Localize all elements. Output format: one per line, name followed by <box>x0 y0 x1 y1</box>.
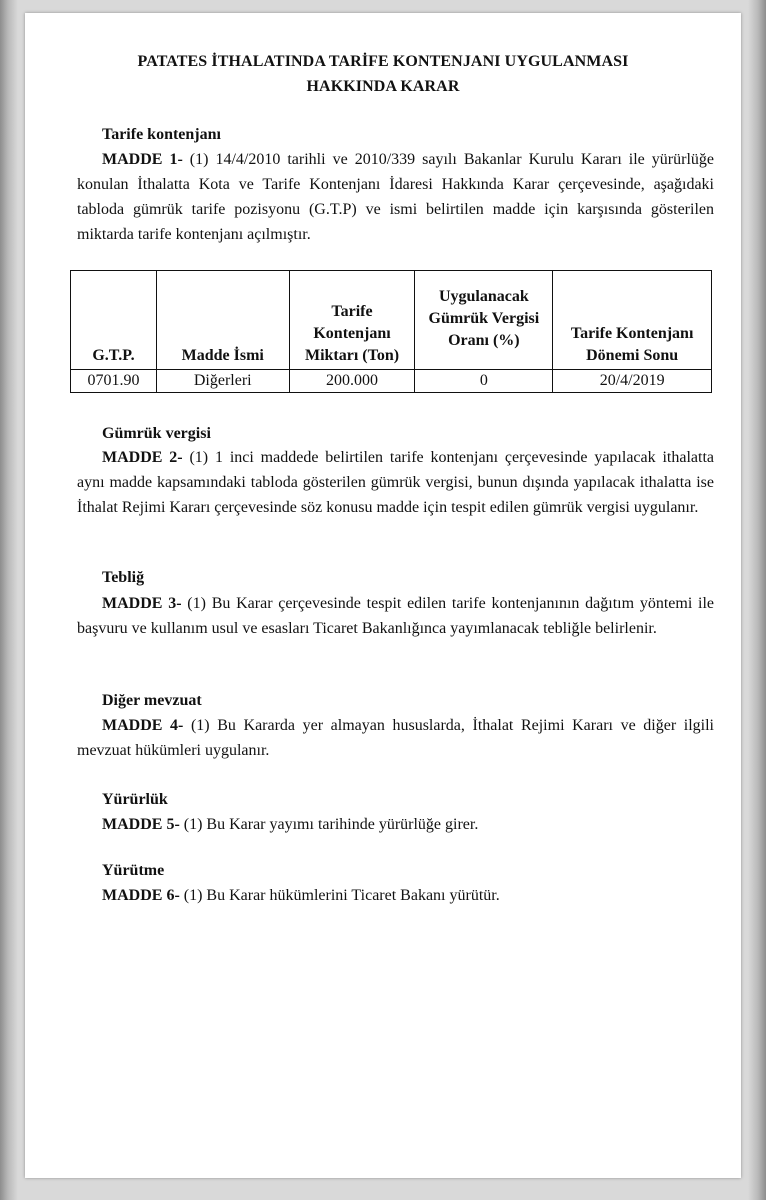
title-line-1: PATATES İTHALATINDA TARİFE KONTENJANI UYGULANMASI <box>137 53 629 70</box>
table-header-madde-ismi: Madde İsmi <box>156 271 289 370</box>
section-heading-gumruk-vergisi: Gümrük vergisi <box>102 425 211 442</box>
article-2 <box>77 445 714 520</box>
table-cell-madde-ismi: Diğerleri <box>156 370 289 393</box>
section-heading-diger-mevzuat: Diğer mevzuat <box>102 692 202 709</box>
table-row <box>71 370 712 393</box>
article-text: (1) Bu Karar çerçevesinde tespit edilen tarife kontenjanının dağıtım yöntemi ile başvuru ve kullanım usul ve esasları Ticaret Bakanlığınca yayımlanacak tebliğle belirlenir. <box>77 595 715 637</box>
title-line-2: HAKKINDA KARAR <box>306 78 460 95</box>
section-heading-tarife-kontenjani: Tarife kontenjanı <box>102 126 221 143</box>
document-page <box>25 13 741 1178</box>
table-cell-vergi-orani: 0 <box>415 370 553 393</box>
article-number: MADDE 1- <box>102 151 183 168</box>
article-4 <box>77 713 714 763</box>
article-text: (1) Bu Karar hükümlerini Ticaret Bakanı yürütür. <box>179 887 500 904</box>
table-cell-donem-sonu: 20/4/2019 <box>553 370 712 393</box>
article-number: MADDE 6- <box>102 887 180 904</box>
table-header-gtp: G.T.P. <box>71 271 157 370</box>
section-heading-yururluk: Yürürlük <box>102 791 168 808</box>
article-number: MADDE 3- <box>102 595 182 612</box>
article-3 <box>77 591 714 641</box>
article-text: (1) 1 inci maddede belirtilen tarife kontenjanı çerçevesinde yapılacak ithalatta aynı madde kapsamındaki tabloda gösterilen gümrük vergisi, bunun dışında yapılacak ithalatta ise İthalat Rejimi Kararı çerçevesinde söz konusu madde için tespit edilen gümrük vergisi uygulanır. <box>77 449 715 516</box>
table-header-row <box>71 271 712 370</box>
tariff-quota-table <box>70 270 712 393</box>
article-text: (1) Bu Kararda yer almayan hususlarda, İthalat Rejimi Kararı ve diğer ilgili mevzuat hükümleri uygulanır. <box>77 717 714 759</box>
article-6 <box>77 883 714 908</box>
article-number: MADDE 4- <box>102 717 184 734</box>
table-header-miktar: Tarife Kontenjanı Miktarı (Ton) <box>289 271 415 370</box>
document-title <box>25 49 741 99</box>
table-cell-gtp: 0701.90 <box>71 370 157 393</box>
article-number: MADDE 5- <box>102 816 180 833</box>
table-cell-miktar: 200.000 <box>289 370 415 393</box>
table-header-vergi-orani: Uygulanacak Gümrük Vergisi Oranı (%) <box>415 271 553 370</box>
article-text: (1) 14/4/2010 tarihli ve 2010/339 sayılı Bakanlar Kurulu Kararı ile yürürlüğe konulan İthalatta Kota ve Tarife Kontenjanı İdaresi Hakkında Karar çerçevesinde, aşağıdaki tabloda gümrük tarife pozisyonu (G.T.P) ve ismi belirtilen madde için karşısında gösterilen miktarda tarife kontenjanı açılmıştır. <box>77 151 714 243</box>
article-1 <box>77 147 714 247</box>
section-heading-yurutme: Yürütme <box>102 862 165 879</box>
article-5 <box>77 812 714 837</box>
table-header-donem-sonu: Tarife Kontenjanı Dönemi Sonu <box>553 271 712 370</box>
article-text: (1) Bu Karar yayımı tarihinde yürürlüğe girer. <box>179 816 479 833</box>
article-number: MADDE 2- <box>102 449 183 466</box>
section-heading-teblig: Tebliğ <box>102 569 145 586</box>
